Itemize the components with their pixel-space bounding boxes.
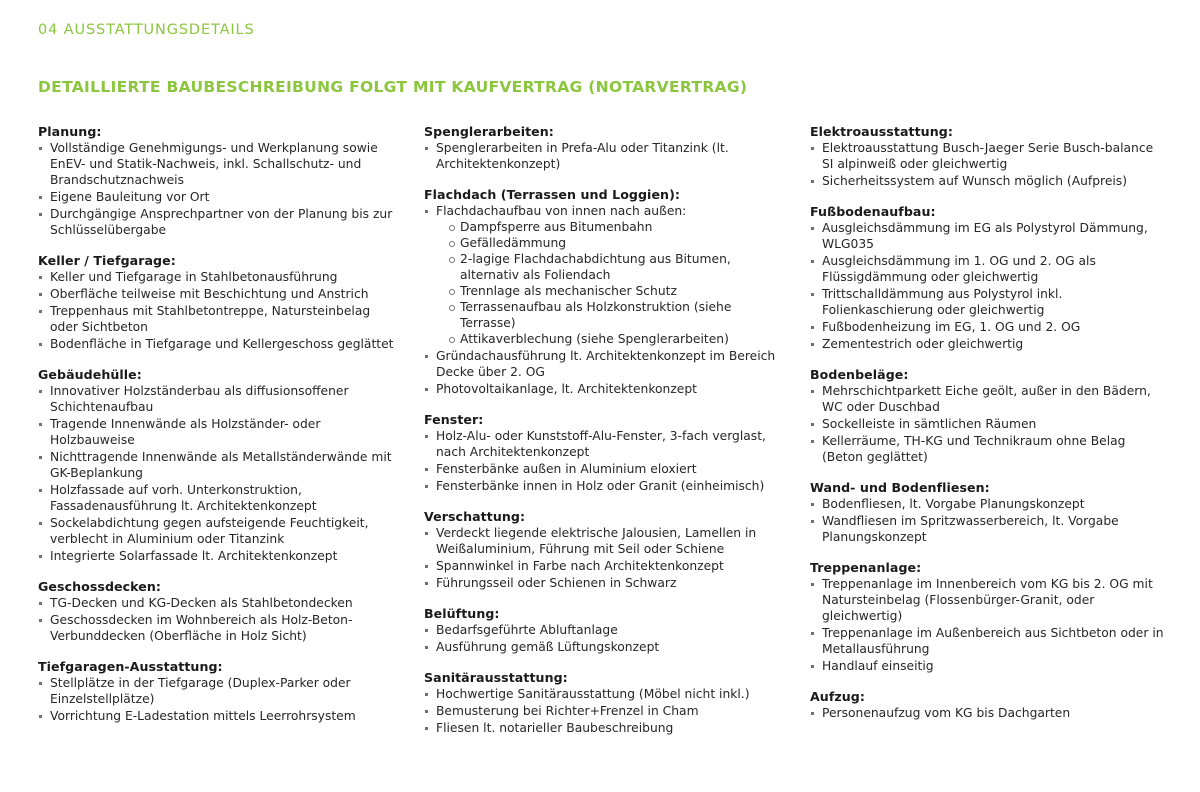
list-item: [424, 204, 782, 348]
spec-section-title: Belüftung:: [424, 605, 500, 621]
list-item: Ausführung gemäß Lüftungskonzept: [424, 640, 782, 656]
list-item: Sockelleiste in sämtlichen Räumen: [810, 417, 1168, 433]
list-item-label: Flachdachaufbau von innen nach außen:: [436, 203, 687, 218]
spec-section: [38, 367, 396, 565]
list-item: Vorrichtung E-Ladestation mittels Leerrohrsystem: [38, 709, 396, 725]
spec-section-title: Treppenanlage:: [810, 559, 922, 575]
spec-list: [424, 204, 782, 398]
spec-list: [810, 706, 1168, 722]
content-column: [810, 124, 1168, 751]
list-item: Kellerräume, TH-KG und Technikraum ohne Belag (Beton geglättet): [810, 434, 1168, 466]
spec-list: [424, 429, 782, 495]
spec-list: [38, 384, 396, 565]
spec-section-title: Sanitärausstattung:: [424, 669, 568, 685]
list-item: Spenglerarbeiten in Prefa-Alu oder Titanzink (lt. Architektenkonzept): [424, 141, 782, 173]
spec-section: [424, 509, 782, 592]
list-item: Sockelabdichtung gegen aufsteigende Feuchtigkeit, verblecht in Aluminium oder Titanzink: [38, 516, 396, 548]
list-item: TG-Decken und KG-Decken als Stahlbetondecken: [38, 596, 396, 612]
spec-section: [810, 124, 1168, 190]
spec-section-title: Verschattung:: [424, 508, 526, 524]
spec-section: [38, 253, 396, 353]
spec-section: [38, 579, 396, 645]
sub-list-item: Dampfsperre aus Bitumenbahn: [449, 220, 782, 236]
list-item: Geschossdecken im Wohnbereich als Holz-Beton-Verbunddecken (Oberfläche in Holz Sicht): [38, 613, 396, 645]
list-item: Bodenfliesen, lt. Vorgabe Planungskonzept: [810, 497, 1168, 513]
spec-section-title: Gebäudehülle:: [38, 366, 142, 382]
spec-section-title: Tiefgaragen-Ausstattung:: [38, 658, 223, 674]
sub-list-item: Trennlage als mechanischer Schutz: [449, 284, 782, 300]
spec-section: [424, 606, 782, 656]
list-item: Integrierte Solarfassade lt. Architektenkonzept: [38, 549, 396, 565]
spec-list: [810, 497, 1168, 546]
list-item: Fensterbänke innen in Holz oder Granit (einheimisch): [424, 479, 782, 495]
list-item: Führungsseil oder Schienen in Schwarz: [424, 576, 782, 592]
spec-section-title: Geschossdecken:: [38, 578, 161, 594]
spec-section-title: Fenster:: [424, 411, 484, 427]
list-item: Bedarfsgeführte Abluftanlage: [424, 623, 782, 639]
spec-list: [810, 577, 1168, 675]
spec-section: [810, 560, 1168, 675]
list-item: Fensterbänke außen in Aluminium eloxiert: [424, 462, 782, 478]
list-item: Keller und Tiefgarage in Stahlbetonausführung: [38, 270, 396, 286]
list-item: Holzfassade auf vorh. Unterkonstruktion, Fassadenausführung lt. Architektenkonzept: [38, 483, 396, 515]
list-item: Personenaufzug vom KG bis Dachgarten: [810, 706, 1168, 722]
spec-section: [810, 367, 1168, 466]
list-item: Elektroausstattung Busch-Jaeger Serie Busch-balance SI alpinweiß oder gleichwertig: [810, 141, 1168, 173]
spec-section-title: Fußbodenaufbau:: [810, 203, 936, 219]
spec-list: [38, 141, 396, 239]
spec-section: [424, 670, 782, 737]
spec-list: [424, 623, 782, 656]
page-title: DETAILLIERTE BAUBESCHREIBUNG FOLGT MIT KAUFVERTRAG (NOTARVERTRAG): [38, 78, 748, 96]
list-item: Sicherheitssystem auf Wunsch möglich (Aufpreis): [810, 174, 1168, 190]
spec-list: [424, 526, 782, 592]
spec-list: [810, 221, 1168, 353]
spec-section-title: Planung:: [38, 124, 102, 139]
list-item: Ausgleichsdämmung im EG als Polystyrol Dämmung, WLG035: [810, 221, 1168, 253]
spec-section-title: Aufzug:: [810, 688, 865, 704]
list-item: Holz-Alu- oder Kunststoff-Alu-Fenster, 3-fach verglast, nach Architektenkonzept: [424, 429, 782, 461]
list-item: Bodenfläche in Tiefgarage und Kellergeschoss geglättet: [38, 337, 396, 353]
spec-section: [424, 412, 782, 495]
list-item: Zementestrich oder gleichwertig: [810, 337, 1168, 353]
spec-sublist: [436, 220, 782, 348]
spec-section-title: Flachdach (Terrassen und Loggien):: [424, 186, 680, 202]
spec-list: [424, 687, 782, 737]
list-item: Mehrschichtparkett Eiche geölt, außer in den Bädern, WC oder Duschbad: [810, 384, 1168, 416]
spec-list: [38, 270, 396, 353]
sub-list-item: Terrassenaufbau als Holzkonstruktion (siehe Terrasse): [449, 300, 782, 332]
list-item: Spannwinkel in Farbe nach Architektenkonzept: [424, 559, 782, 575]
list-item: Ausgleichsdämmung im 1. OG und 2. OG als Flüssigdämmung oder gleichwertig: [810, 254, 1168, 286]
list-item: Treppenanlage im Außenbereich aus Sichtbeton oder in Metallausführung: [810, 626, 1168, 658]
list-item: Gründachausführung lt. Architektenkonzept im Bereich Decke über 2. OG: [424, 349, 782, 381]
list-item: Tragende Innenwände als Holzständer- oder Holzbauweise: [38, 417, 396, 449]
spec-list: [810, 384, 1168, 466]
spec-list: [38, 596, 396, 645]
spec-list: [424, 141, 782, 173]
list-item: Verdeckt liegende elektrische Jalousien, Lamellen in Weißaluminium, Führung mit Seil oder Schiene: [424, 526, 782, 558]
spec-section: [38, 659, 396, 725]
spec-section-title: Wand- und Bodenfliesen:: [810, 479, 990, 495]
list-item: Treppenanlage im Innenbereich vom KG bis 2. OG mit Natursteinbelag (Flossenbürger-Granit, oder gleichwertig): [810, 577, 1168, 625]
spec-list: [810, 141, 1168, 190]
list-item: Bemusterung bei Richter+Frenzel in Cham: [424, 704, 782, 720]
content-columns: [38, 124, 1168, 751]
list-item: Hochwertige Sanitärausstattung (Möbel nicht inkl.): [424, 687, 782, 703]
spec-section: [810, 480, 1168, 546]
spec-section: [424, 124, 782, 173]
list-item: Trittschalldämmung aus Polystyrol inkl. Folienkaschierung oder gleichwertig: [810, 287, 1168, 319]
spec-section: [810, 689, 1168, 722]
section-kicker: 04 AUSSTATTUNGSDETAILS: [38, 22, 255, 38]
list-item: Wandfliesen im Spritzwasserbereich, lt. Vorgabe Planungskonzept: [810, 514, 1168, 546]
spec-section: [810, 204, 1168, 353]
list-item: Fliesen lt. notarieller Baubeschreibung: [424, 721, 782, 737]
list-item: Handlauf einseitig: [810, 659, 1168, 675]
spec-list: [38, 676, 396, 725]
list-item: Photovoltaikanlage, lt. Architektenkonzept: [424, 382, 782, 398]
spec-section: [38, 124, 396, 239]
content-column: [38, 124, 424, 751]
list-item: Nichttragende Innenwände als Metallständerwände mit GK-Beplankung: [38, 450, 396, 482]
list-item: Treppenhaus mit Stahlbetontreppe, Natursteinbelag oder Sichtbeton: [38, 304, 396, 336]
sub-list-item: Attikaverblechung (siehe Spenglerarbeiten): [449, 332, 782, 348]
list-item: Eigene Bauleitung vor Ort: [38, 190, 396, 206]
list-item: Vollständige Genehmigungs- und Werkplanung sowie EnEV- und Statik-Nachweis, inkl. Schallschutz- und Brandschutznachweis: [38, 141, 396, 189]
spec-section-title: Bodenbeläge:: [810, 366, 909, 382]
spec-section: [424, 187, 782, 398]
list-item: Durchgängige Ansprechpartner von der Planung bis zur Schlüsselübergabe: [38, 207, 396, 239]
list-item: Oberfläche teilweise mit Beschichtung und Anstrich: [38, 287, 396, 303]
list-item: Stellplätze in der Tiefgarage (Duplex-Parker oder Einzelstellplätze): [38, 676, 396, 708]
sub-list-item: Gefälledämmung: [449, 236, 782, 252]
content-column: [424, 124, 810, 751]
spec-section-title: Elektroausstattung:: [810, 124, 953, 139]
spec-section-title: Keller / Tiefgarage:: [38, 252, 176, 268]
spec-section-title: Spenglerarbeiten:: [424, 124, 554, 139]
list-item: Fußbodenheizung im EG, 1. OG und 2. OG: [810, 320, 1168, 336]
list-item: Innovativer Holzständerbau als diffusionsoffener Schichtenaufbau: [38, 384, 396, 416]
sub-list-item: 2-lagige Flachdachabdichtung aus Bitumen, alternativ als Foliendach: [449, 252, 782, 284]
